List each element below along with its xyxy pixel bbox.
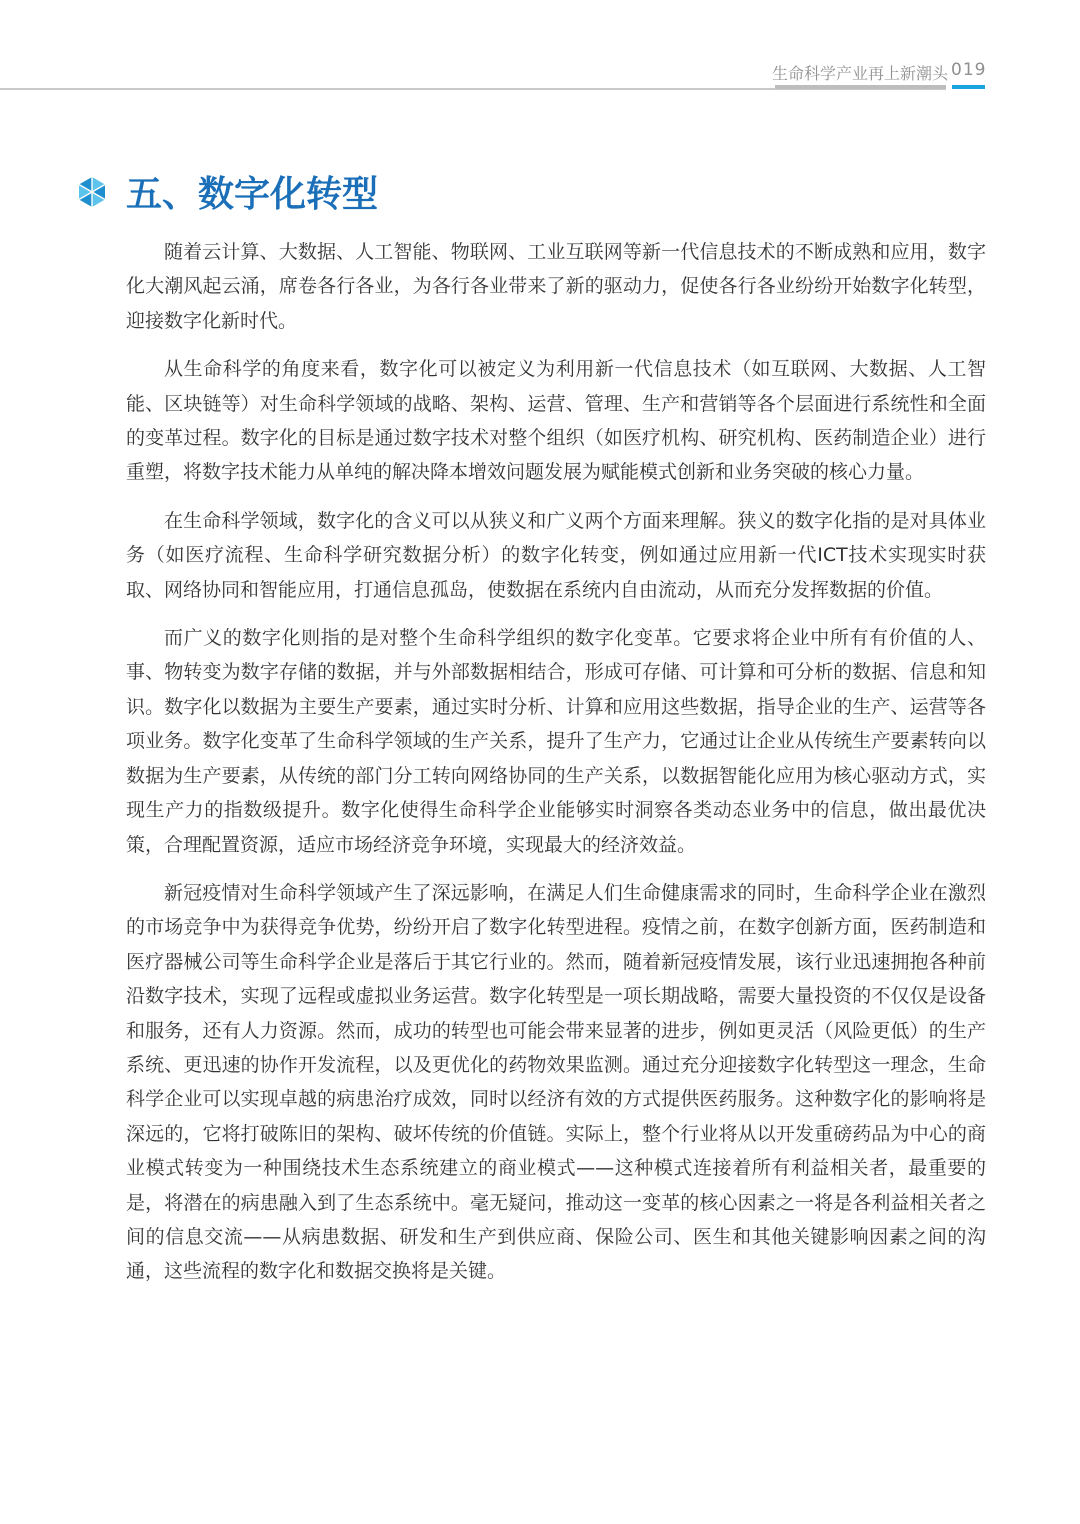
page-header [0,0,1080,100]
running-title: 生命科学产业再上新潮头 [771,64,948,83]
paragraph: 从生命科学的角度来看，数字化可以被定义为利用新一代信息技术（如互联网、大数据、人工智能、区块链等）对生命科学领域的战略、架构、运营、管理、生产和营销等各个层面进行系统性和全面的变革过程。数字化的目标是通过数字技术对整个组织（如医疗机构、研究机构、医药制造企业）进行重塑，将数字技术能力从单纯的解决降本增效问题发展为赋能模式创新和业务突破的核心力量。 [126,358,986,484]
section-title: 五、数字化转型 [126,174,379,215]
header-accent-bar [952,85,985,89]
paragraph: 随着云计算、大数据、人工智能、物联网、工业互联网等新一代信息技术的不断成熟和应用，数字化大潮风起云涌，席卷各行各业，为各行各业带来了新的驱动力，促使各行各业纷纷开始数字化转型，迎接数字化新时代。 [126,241,986,332]
page-number: 019 [951,60,987,80]
body-text [126,235,986,1303]
header-rule-segment [775,85,946,89]
hexagon-snowflake-icon [78,176,106,208]
paragraph: 在生命科学领域，数字化的含义可以从狭义和广义两个方面来理解。狭义的数字化指的是对具体业务（如医疗流程、生命科学研究数据分析）的数字化转变，例如通过应用新一代ICT技术实现实时获取、网络协同和智能应用，打通信息孤岛，使数据在系统内自由流动，从而充分发挥数据的价值。 [126,509,986,601]
paragraph: 而广义的数字化则指的是对整个生命科学组织的数字化变革。它要求将企业中所有有价值的人、事、物转变为数字存储的数据，并与外部数据相结合，形成可存储、可计算和可分析的数据、信息和知识。数字化以数据为主要生产要素，通过实时分析、计算和应用这些数据，指导企业的生产、运营等各项业务。数字化变革了生命科学领域的生产关系，提升了生产力，它通过让企业从传统生产要素转向以数据为生产要素，从传统的部门分工转向网络协同的生产关系，以数据智能化应用为核心驱动方式，实现生产力的指数级提升。数字化使得生命科学企业能够实时洞察各类动态业务中的信息，做出最优决策，合理配置资源，适应市场经济竞争环境，实现最大的经济效益。 [126,627,986,856]
section-heading [78,166,378,217]
paragraph: 新冠疫情对生命科学领域产生了深远影响，在满足人们生命健康需求的同时，生命科学企业在激烈的市场竞争中为获得竞争优势，纷纷开启了数字化转型进程。疫情之前，在数字创新方面，医药制造和医疗器械公司等生命科学企业是落后于其它行业的。然而，随着新冠疫情发展，该行业迅速拥抱各种前沿数字技术，实现了远程或虚拟业务运营。数字化转型是一项长期战略，需要大量投资的不仅仅是设备和服务，还有人力资源。然而，成功的转型也可能会带来显著的进步，例如更灵活（风险更低）的生产系统、更迅速的协作开发流程，以及更优化的药物效果监测。通过充分迎接数字化转型这一理念，生命科学企业可以实现卓越的病患治疗成效，同时以经济有效的方式提供医药服务。这种数字化的影响将是深远的，它将打破陈旧的架构、破坏传统的价值链。实际上，整个行业将从以开发重磅药品为中心的商业模式转变为一种围绕技术生态系统建立的商业模式——这种模式连接着所有利益相关者，最重要的是，将潜在的病患融入到了生态系统中。毫无疑问，推动这一变革的核心因素之一将是各利益相关者之间的信息交流——从病患数据、研发和生产到供应商、保险公司、医生和其他关键影响因素之间的沟通，这些流程的数字化和数据交换将是关键。 [126,881,986,1283]
